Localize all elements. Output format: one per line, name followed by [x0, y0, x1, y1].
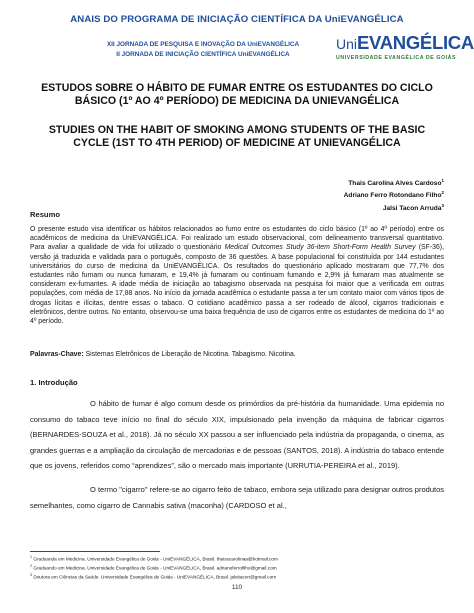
- annals-header: ANAIS DO PROGRAMA DE INICIAÇÃO CIENTÍFICA DA UniEVANGÉLICA: [70, 14, 404, 25]
- logo-main-text: EVANGÉLICA: [357, 32, 474, 53]
- abstract-heading: Resumo: [30, 210, 60, 219]
- logo-subtitle: UNIVERSIDADE EVANGÉLICA DE GOIÁS: [336, 55, 457, 61]
- introduction-body: [30, 396, 444, 513]
- keywords-list: Sistemas Eletrônicos de Liberação de Nicotina. Tabagismo. Nicotina.: [83, 351, 296, 358]
- logo-prefix: Uni: [336, 36, 358, 52]
- logo-wordmark: [336, 32, 474, 54]
- footnotes: [30, 554, 444, 581]
- page-number: 110: [231, 584, 243, 591]
- footnote: $^3$ Doutora em Ciências da Saúde. Universidade Evangélica de Goiás - UniEVANGÉLICA, Brasil. jalsitacon@gmail.com: [30, 572, 277, 580]
- footnote: $^2$ Graduando em Medicina. Universidade Evangélica de Goiás - UniEVANGÉLICA, Brasil. adrianoferrofilho@gmail.com: [30, 563, 277, 571]
- author: Thais Carolina Alves Cardoso$^1$: [348, 178, 444, 188]
- author-list: [224, 176, 444, 213]
- footnote-divider: [30, 551, 160, 552]
- unievangelica-logo: [336, 32, 474, 71]
- questionnaire-name: Medical Outcomes Study 36-item Short-Form Health Survey: [224, 244, 416, 252]
- intro-paragraph-2: O termo "cigarro" refere-se ao cigarro feito de tabaco, embora seja utilizado para designar outros produtos semelhantes, como cigarro de Cannabis sativa (maconha) (CARDOSO et al.,: [30, 484, 444, 510]
- footnote: $^1$ Graduanda em Medicina. Universidade Evangélica de Goiás - UniEVANGÉLICA, Brasil. thaisscarolinaa@hotmail.com: [30, 555, 278, 562]
- keywords-label: Palavras-Chave:: [30, 351, 84, 358]
- author: Adriano Ferro Rotondano Filho$^2$: [343, 190, 444, 200]
- title-english: STUDIES ON THE HABIT OF SMOKING AMONG STUDENTS OF THE BASIC CYCLE (1ST TO 4TH PERIOD) OF MEDICINE AT UNIEVANGÉLICA: [48, 124, 426, 149]
- section-heading-introduction: 1. Introdução: [30, 378, 78, 387]
- abstract-text: O presente estudo visa identificar os hábitos relacionados ao fumo entre os estudantes do ciclo básico (1º ao 4º período) entre os acadêmicos de medicina da UniEVANGÉLICA. Foi realizado um estudo observacional, com delineamento transversal quantitativo. Para avaliar a qualidade de vida foi utilizado o questionário Medical Outcomes Study 36-item Short-Form Health Survey (SF-36), versão já traduzida e validada para o português, composto de 36 questões. A base populacional foi constituída por 144 estudantes universitários do curso de medicina da UniEVANGÉLICA. Os resultados do questionário aplicado mostraram que 77,7% dos estudantes não fumam ou nunca fumaram, e 19,4% já fumaram ou continuam fumando e 2,9% já fumaram mas atualmente se consideram ex-fumantes. A idade média de iniciação ao tabagismo observada na pesquisa foi maior que a verificada em outras populações, com média de 17,88 anos. No início da jornada acadêmica o estudante passa a ter um contato maior com vários tipos de drogas lícitas e ilícitas, dentre essas o tabaco. O cotidiano acadêmico passa a ser rodeado de álcool, cigarros tradicionais e eletrônicos, dentre outros. No entanto, observou-se uma baixa frequência de uso de cigarros entre os estudantes de medicina do 1º ao 4º período.: [30, 226, 445, 326]
- jornada-header: [78, 40, 328, 60]
- jornada-line-1: XII JORNADA DE PESQUISA E INOVAÇÃO DA UniEVANGÉLICA: [106, 41, 300, 48]
- author: Jalsi Tacon Arruda$^3$: [382, 202, 444, 213]
- jornada-line-2: II JORNADA DE INICIAÇÃO CIENTÍFICA UniEVANGÉLICA: [116, 51, 290, 58]
- keywords: [30, 350, 444, 359]
- title-portuguese: ESTUDOS SOBRE O HÁBITO DE FUMAR ENTRE OS ESTUDANTES DO CICLO BÁSICO (1º AO 4º PERÍODO) DE MEDICINA DA UNIEVANGÉLICA: [41, 82, 433, 107]
- intro-paragraph-1: O hábito de fumar é algo comum desde os primórdios da pré-história da humanidade. Uma epidemia no consumo do tabaco teve início no final do século XIX, impulsionado pela invenção da máquina de fabricar cigarros (BERNARDES-SOUZA et al., 2018). Já no século XX passou a ser influenciado pela indústria da propaganda, o cinema, as grandes guerras e a ampliação da circulação de mercadorias e de pessoas (SANTOS, 2018). A indústria do tabaco entende que os jovens, referidos como “aprendizes”, são o mercado mais importante (URRUTIA-PEREIRA et al., 2019).: [30, 399, 444, 471]
